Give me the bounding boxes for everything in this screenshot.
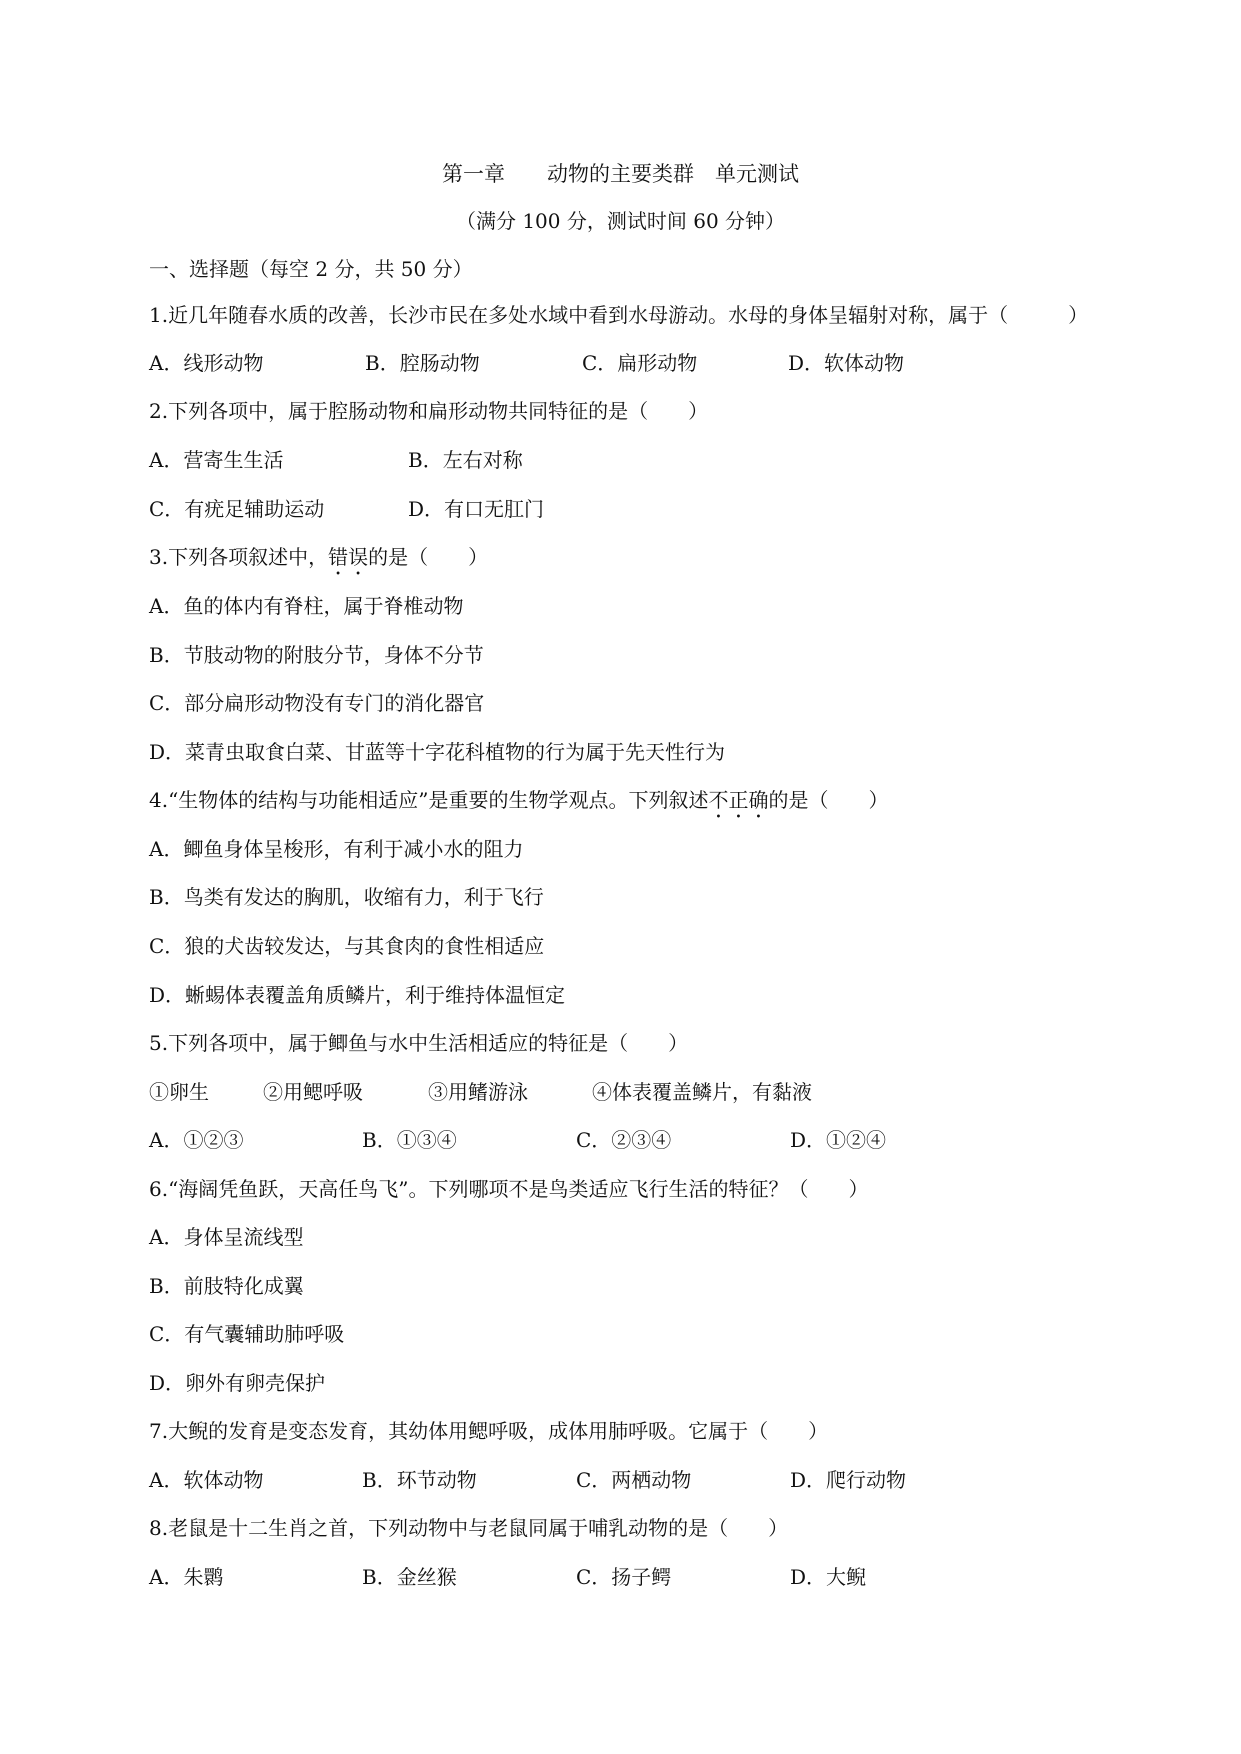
question-5-item-3: ③用鳍游泳 (428, 1080, 528, 1104)
question-2-option-b: B．左右对称 (408, 448, 523, 472)
question-6-option-b: B．前肢特化成翼 (149, 1274, 304, 1298)
question-7-option-d: D．爬行动物 (790, 1468, 907, 1492)
section-heading: 一、选择题（每空 2 分，共 50 分） (149, 257, 473, 281)
question-5-item-2: ②用鳃呼吸 (263, 1080, 363, 1104)
question-4-stem-prefix: 4.“生物体的结构与功能相适应”是重要的生物学观点。下列叙述 (149, 788, 709, 812)
question-5-item-1: ①卵生 (149, 1080, 209, 1104)
question-4-option-c: C．狼的犬齿较发达，与其食肉的食性相适应 (149, 934, 545, 958)
question-3-option-a: A．鱼的体内有脊柱，属于脊椎动物 (149, 594, 464, 618)
question-3-stem-suffix: 的是（ ） (368, 545, 489, 569)
question-6-stem: 6.“海阔凭鱼跃，天高任鸟飞”。下列哪项不是鸟类适应飞行生活的特征？（ ） (149, 1177, 869, 1201)
page-subtitle: （满分 100 分，测试时间 60 分钟） (455, 209, 786, 233)
page-title: 第一章 动物的主要类群 单元测试 (442, 162, 799, 186)
question-4-option-a: A．鲫鱼身体呈梭形，有利于减小水的阻力 (149, 837, 524, 861)
question-7-option-b: B．环节动物 (362, 1468, 477, 1492)
question-1-stem: 1.近几年随春水质的改善，长沙市民在多处水域中看到水母游动。水母的身体呈辐射对称，属于（ ） (149, 303, 1089, 327)
question-1-option-c: C．扁形动物 (582, 351, 698, 375)
question-3-emphasis: 错误 (328, 545, 369, 569)
question-3-option-b: B．节肢动物的附肢分节，身体不分节 (149, 643, 484, 667)
question-1-option-d: D．软体动物 (788, 351, 905, 375)
question-1-option-b: B．腔肠动物 (365, 351, 480, 375)
question-5-option-c: C．②③④ (576, 1128, 672, 1152)
question-2-option-d: D．有口无肛门 (408, 497, 545, 521)
question-5-option-b: B．①③④ (362, 1128, 457, 1152)
question-8-option-c: C．扬子鳄 (576, 1565, 672, 1589)
question-4-option-d: D．蜥蜴体表覆盖角质鳞片，利于维持体温恒定 (149, 983, 566, 1007)
question-5-stem: 5.下列各项中，属于鲫鱼与水中生活相适应的特征是（ ） (149, 1031, 689, 1055)
question-3-stem (149, 544, 488, 580)
question-7-option-a: A．软体动物 (149, 1468, 264, 1492)
question-6-option-c: C．有气囊辅助肺呼吸 (149, 1322, 345, 1346)
question-6-option-d: D．卵外有卵壳保护 (149, 1371, 326, 1395)
question-4-stem (149, 787, 889, 823)
question-5-option-a: A．①②③ (149, 1128, 244, 1152)
question-4-stem-suffix: 的是（ ） (768, 788, 889, 812)
question-4-emphasis: 不正确 (708, 788, 769, 812)
question-8-stem: 8.老鼠是十二生肖之首，下列动物中与老鼠同属于哺乳动物的是（ ） (149, 1516, 789, 1540)
question-6-option-a: A．身体呈流线型 (149, 1225, 304, 1249)
question-1-option-a: A．线形动物 (149, 351, 264, 375)
question-3-option-d: D．菜青虫取食白菜、甘蓝等十字花科植物的行为属于先天性行为 (149, 740, 726, 764)
question-8-option-d: D．大鲵 (790, 1565, 867, 1589)
question-3-option-c: C．部分扁形动物没有专门的消化器官 (149, 691, 485, 715)
question-2-option-c: C．有疣足辅助运动 (149, 497, 325, 521)
question-2-option-a: A．营寄生生活 (149, 448, 284, 472)
question-8-option-b: B．金丝猴 (362, 1565, 457, 1589)
question-2-stem: 2.下列各项中，属于腔肠动物和扁形动物共同特征的是（ ） (149, 399, 709, 423)
question-4-option-b: B．鸟类有发达的胸肌，收缩有力，利于飞行 (149, 885, 544, 909)
question-5-option-d: D．①②④ (790, 1128, 887, 1152)
question-3-stem-prefix: 3.下列各项叙述中， (149, 545, 329, 569)
question-8-option-a: A．朱鹮 (149, 1565, 224, 1589)
question-5-item-4: ④体表覆盖鳞片，有黏液 (592, 1080, 812, 1104)
question-7-stem: 7.大鲵的发育是变态发育，其幼体用鳃呼吸，成体用肺呼吸。它属于（ ） (149, 1419, 829, 1443)
question-7-option-c: C．两栖动物 (576, 1468, 692, 1492)
